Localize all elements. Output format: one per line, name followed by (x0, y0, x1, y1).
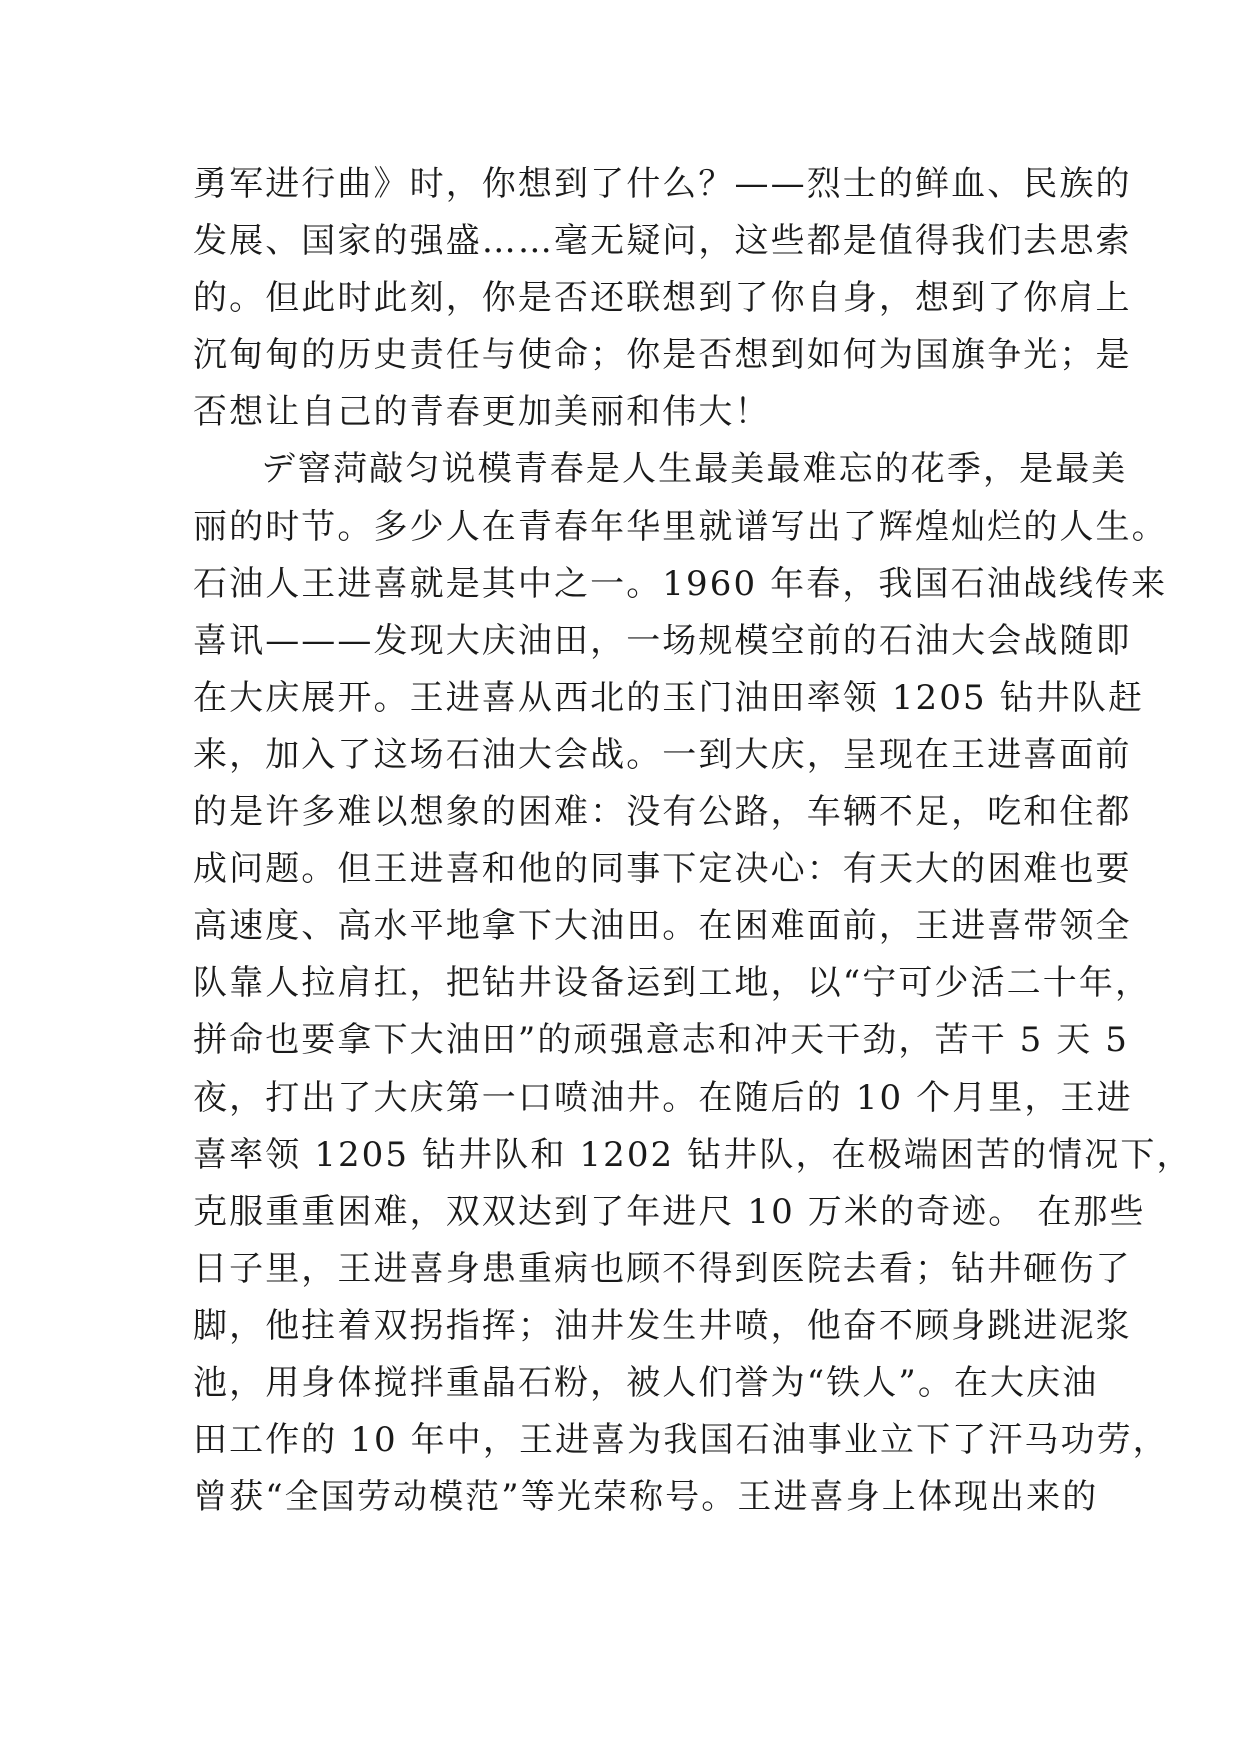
text-line: 沉甸甸的历史责任与使命；你是否想到如何为国旗争光；是 (193, 335, 1132, 376)
text-line: 的。但此时此刻，你是否还联想到了你自身，想到了你肩上 (193, 278, 1132, 319)
text-line: 丽的时节。多少人在青春年华里就谱写出了辉煌灿烂的人生。 (193, 506, 1168, 547)
text-line: 日子里，王进喜身患重病也顾不得到医院去看；钻井砸伤了 (193, 1248, 1132, 1289)
text-line: 池，用身体搅拌重晶石粉，被人们誉为“铁人”。在大庆油 (193, 1362, 1099, 1403)
paragraph (193, 156, 1132, 441)
text-line: 喜率领 1205 钻井队和 1202 钻井队，在极端困苦的情况下， (193, 1134, 1193, 1175)
text-line: 的是许多难以想象的困难：没有公路，车辆不足，吃和住都 (193, 792, 1132, 833)
text-line: 成问题。但王进喜和他的同事下定决心：有天大的困难也要 (193, 849, 1132, 890)
text-line: 队靠人拉肩扛，把钻井设备运到工地，以“宁可少活二十年， (193, 963, 1152, 1004)
text-line: 田工作的 10 年中，王进喜为我国石油事业立下了汗马功劳， (193, 1420, 1169, 1461)
text-line: 夜，打出了大庆第一口喷油井。在随后的 10 个月里，王进 (193, 1077, 1133, 1118)
text-line: 否想让自己的青春更加美丽和伟大！ (193, 392, 771, 433)
text-line: 在大庆展开。王进喜从西北的玉门油田率领 1205 钻井队赶 (193, 677, 1145, 718)
text-line: 高速度、高水平地拿下大油田。在困难面前，王进喜带领全 (193, 906, 1132, 947)
text-line: 来，加入了这场石油大会战。一到大庆，呈现在王进喜面前 (193, 734, 1132, 775)
text-line: 发展、国家的强盛……毫无疑问，这些都是值得我们去思索 (193, 221, 1132, 262)
text-line: 喜讯———发现大庆油田，一场规模空前的石油大会战随即 (193, 620, 1132, 661)
text-line: 石油人王进喜就是其中之一。1960 年春，我国石油战线传来 (193, 563, 1168, 604)
text-line: 克服重重困难，双双达到了年进尺 10 万米的奇迹。 在那些 (193, 1191, 1146, 1232)
text-line: 拼命也要拿下大油田”的顽强意志和冲天干劲，苦干 5 天 5 (193, 1020, 1129, 1061)
text-line: 曾获“全国劳动模范”等光荣称号。王进喜身上体现出来的 (193, 1477, 1099, 1518)
text-line: 勇军进行曲》时，你想到了什么？——烈士的鲜血、民族的 (193, 164, 1132, 204)
paragraph (193, 441, 1193, 1526)
text-line: デ窨菏敲匀说模青春是人生最美最难忘的花季，是最美 (261, 449, 1128, 490)
body-text (193, 156, 1193, 1526)
text-line: 脚，他拄着双拐指挥；油井发生井喷，他奋不顾身跳进泥浆 (193, 1305, 1132, 1346)
